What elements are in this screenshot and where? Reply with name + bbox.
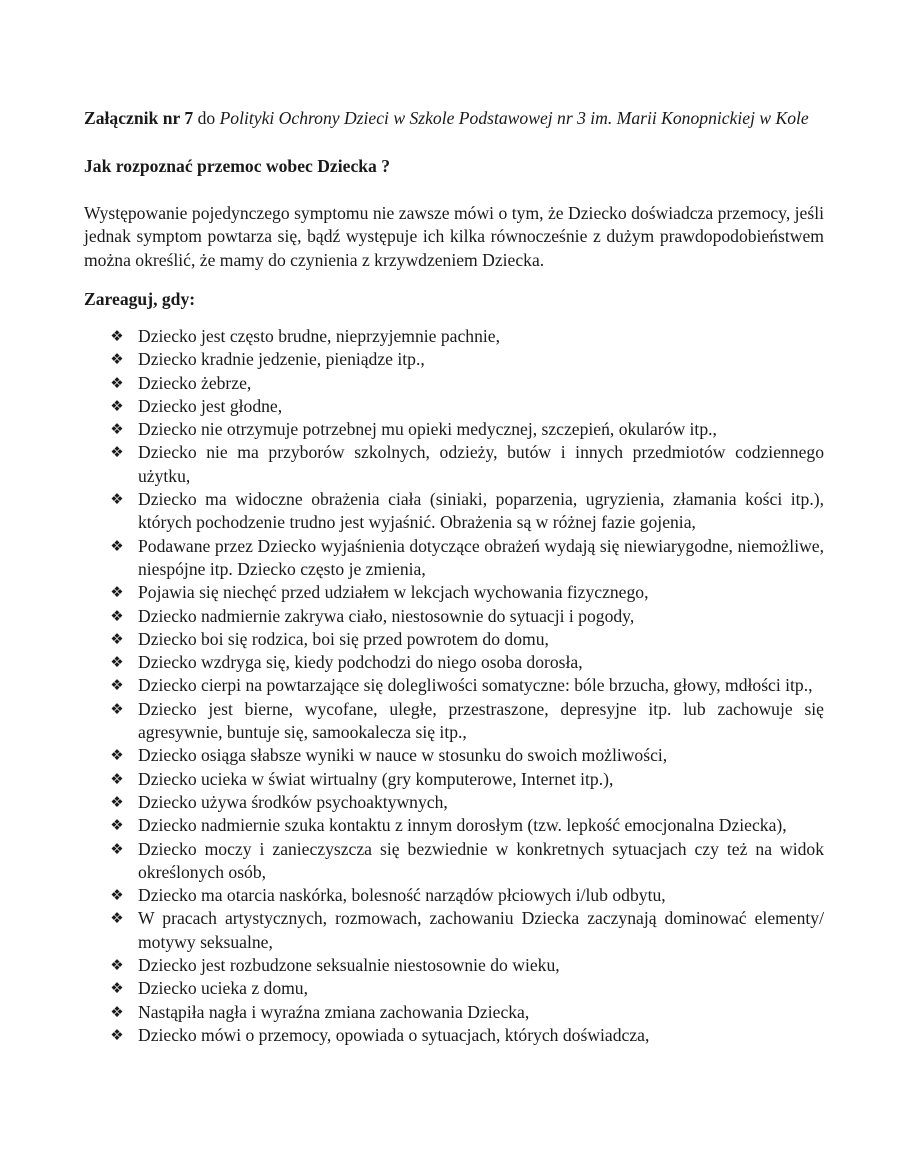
diamond-bullet-icon: ❖	[110, 536, 124, 555]
diamond-bullet-icon: ❖	[110, 1025, 124, 1044]
diamond-bullet-icon: ❖	[110, 396, 124, 415]
diamond-bullet-icon: ❖	[110, 792, 124, 811]
symptom-text: Dziecko żebrze,	[138, 372, 252, 393]
diamond-bullet-icon: ❖	[110, 979, 124, 998]
diamond-bullet-icon: ❖	[110, 886, 124, 905]
symptom-text: Dziecko ucieka z domu,	[138, 978, 309, 999]
diamond-bullet-icon: ❖	[110, 699, 124, 718]
symptom-text: Dziecko jest głodne,	[138, 395, 283, 416]
symptom-item	[108, 651, 824, 674]
diamond-bullet-icon: ❖	[110, 816, 124, 835]
symptom-text: Dziecko nie otrzymuje potrzebnej mu opieki medycznej, szczepień, okularów itp.,	[138, 419, 717, 440]
section-heading-react: Zareaguj, gdy:	[84, 289, 196, 309]
attachment-connector: do	[193, 108, 220, 128]
symptom-text: Dziecko osiąga słabsze wyniki w nauce w stosunku do swoich możliwości,	[138, 745, 668, 766]
symptom-text: Dziecko nie ma przyborów szkolnych, odzieży, butów i innych przedmiotów codziennego użytku,	[138, 442, 824, 486]
symptom-text: Dziecko moczy i zanieczyszcza się bezwiednie w konkretnych sytuacjach czy też na widok określonych osób,	[138, 838, 824, 882]
symptom-text: Podawane przez Dziecko wyjaśnienia dotyczące obrażeń wydają się niewiarygodne, niemożliwe, niespójne itp. Dziecko często je zmienia,	[138, 535, 824, 579]
diamond-bullet-icon: ❖	[110, 490, 124, 509]
symptom-item	[108, 581, 824, 604]
symptom-text: Dziecko jest często brudne, nieprzyjemnie pachnie,	[138, 326, 500, 346]
symptom-item	[108, 768, 824, 791]
symptom-item	[108, 488, 824, 535]
diamond-bullet-icon: ❖	[110, 443, 124, 462]
symptom-item	[108, 605, 824, 628]
diamond-bullet-icon: ❖	[110, 676, 124, 695]
symptom-item	[108, 791, 824, 814]
diamond-bullet-icon: ❖	[110, 746, 124, 765]
symptom-item	[108, 744, 824, 767]
symptom-item	[108, 372, 824, 395]
symptom-text: Dziecko cierpi na powtarzające się dolegliwości somatyczne: bóle brzucha, głowy, mdłości itp.,	[138, 675, 813, 696]
symptom-text: Dziecko jest bierne, wycofane, uległe, przestraszone, depresyjne itp. lub zachowuje się agresywnie, buntuje się, samookalecza się itp.,	[138, 698, 824, 743]
diamond-bullet-icon: ❖	[110, 420, 124, 439]
symptom-text: Dziecko wzdryga się, kiedy podchodzi do niego osoba dorosła,	[138, 652, 583, 673]
diamond-bullet-icon: ❖	[110, 373, 124, 392]
symptom-text: Dziecko ma otarcia naskórka, bolesność narządów płciowych i/lub odbytu,	[138, 885, 666, 906]
symptom-item	[108, 418, 824, 441]
symptom-item	[108, 907, 824, 954]
symptom-item	[108, 814, 824, 837]
symptom-item	[108, 884, 824, 907]
symptom-item	[108, 325, 824, 348]
symptom-text: Dziecko kradnie jedzenie, pieniądze itp.,	[138, 349, 425, 370]
diamond-bullet-icon: ❖	[110, 839, 124, 858]
symptom-text: Dziecko boi się rodzica, boi się przed powrotem do domu,	[138, 628, 549, 649]
attachment-label: Załącznik nr 7	[84, 108, 194, 128]
diamond-bullet-icon: ❖	[110, 653, 124, 672]
symptom-item	[108, 954, 824, 977]
symptom-item	[108, 977, 824, 1000]
diamond-bullet-icon: ❖	[110, 327, 124, 345]
symptom-item	[108, 1001, 824, 1024]
symptom-text: Dziecko jest rozbudzone seksualnie niestosownie do wieku,	[138, 955, 560, 976]
attachment-header	[84, 107, 844, 129]
symptom-item	[108, 838, 824, 885]
symptom-item	[108, 628, 824, 651]
symptom-text: Dziecko ma widoczne obrażenia ciała (siniaki, poparzenia, ugryzienia, złamania kości itp.), których pochodzenie trudno jest wyjaśnić. Obrażenia są w różnej fazie gojenia,	[138, 489, 824, 533]
symptom-text: Dziecko nadmiernie zakrywa ciało, niestosownie do sytuacji i pogody,	[138, 605, 635, 626]
symptom-text: Dziecko nadmiernie szuka kontaktu z innym dorosłym (tzw. lepkość emocjonalna Dziecka),	[138, 815, 787, 836]
diamond-bullet-icon: ❖	[110, 629, 124, 648]
symptom-text: Dziecko używa środków psychoaktywnych,	[138, 791, 448, 812]
symptom-text: Dziecko mówi o przemocy, opowiada o sytuacjach, których doświadcza,	[138, 1024, 650, 1045]
attachment-title: Polityki Ochrony Dzieci w Szkole Podstawowej nr 3 im. Marii Konopnickiej w Kole	[219, 108, 809, 128]
intro-paragraph: Występowanie pojedynczego symptomu nie zawsze mówi o tym, że Dziecko doświadcza przemocy, jeśli jednak symptom powtarza się, bądź występuje ich kilka równocześnie z dużym prawdopodobieństwem można określić, że mamy do czynienia z krzywdzeniem Dziecka.	[84, 203, 824, 270]
symptom-text: Nastąpiła nagła i wyraźna zmiana zachowania Dziecka,	[138, 1001, 530, 1022]
section-heading-recognize: Jak rozpoznać przemoc wobec Dziecka ?	[84, 156, 391, 176]
diamond-bullet-icon: ❖	[110, 583, 124, 602]
diamond-bullet-icon: ❖	[110, 909, 124, 928]
symptom-item	[108, 535, 824, 582]
symptom-list	[108, 325, 824, 1047]
symptom-text: Dziecko ucieka w świat wirtualny (gry komputerowe, Internet itp.),	[138, 768, 614, 789]
symptom-item	[108, 698, 824, 745]
diamond-bullet-icon: ❖	[110, 1002, 124, 1021]
symptom-text: Pojawia się niechęć przed udziałem w lekcjach wychowania fizycznego,	[138, 582, 649, 603]
symptom-item	[108, 395, 824, 418]
symptom-item	[108, 674, 824, 697]
symptom-text: W pracach artystycznych, rozmowach, zachowaniu Dziecka zaczynają dominować elementy/ motywy seksualne,	[138, 908, 824, 952]
symptom-item	[108, 441, 824, 488]
symptom-item	[108, 348, 824, 371]
diamond-bullet-icon: ❖	[110, 956, 124, 975]
diamond-bullet-icon: ❖	[110, 606, 124, 625]
diamond-bullet-icon: ❖	[110, 350, 124, 369]
diamond-bullet-icon: ❖	[110, 769, 124, 788]
symptom-item	[108, 1024, 824, 1047]
